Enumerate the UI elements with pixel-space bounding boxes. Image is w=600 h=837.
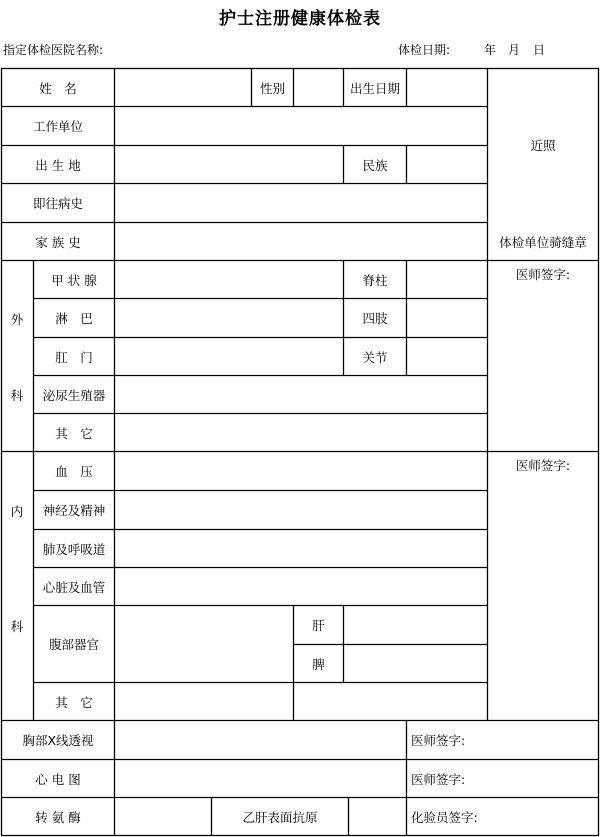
lung-resp-field[interactable] bbox=[115, 530, 487, 567]
blood-pressure-label: 血 压 bbox=[55, 464, 93, 479]
spleen-label: 脾 bbox=[312, 656, 325, 672]
thyroid-field[interactable] bbox=[115, 261, 343, 298]
past-history-label: 即往病史 bbox=[32, 196, 83, 211]
work-unit-label: 工作单位 bbox=[32, 119, 83, 134]
alt-label: 转 氨 酶 bbox=[35, 809, 81, 825]
surgery-doctor-sign-label: 医师签字: bbox=[515, 267, 571, 282]
xray-label: 胸部X线透视 bbox=[22, 733, 94, 748]
spine-field[interactable] bbox=[407, 261, 487, 298]
other-surgery-field[interactable] bbox=[115, 414, 487, 451]
ecg-label: 心 电 图 bbox=[35, 771, 81, 787]
urogenital-field[interactable] bbox=[115, 376, 487, 413]
lymph-label: 淋 巴 bbox=[55, 311, 93, 326]
hbsag-field[interactable] bbox=[349, 798, 406, 835]
spine-label: 脊柱 bbox=[362, 272, 388, 288]
hbsag-label: 乙肝表面抗原 bbox=[242, 809, 318, 825]
birth-date-label: 出生日期 bbox=[349, 80, 400, 96]
other-internal-field-b[interactable] bbox=[294, 683, 487, 720]
name-label: 姓 名 bbox=[39, 80, 77, 96]
day-label: 日 bbox=[533, 43, 546, 57]
lymph-field[interactable] bbox=[115, 299, 343, 337]
surgery-label-char2: 科 bbox=[10, 388, 24, 403]
alt-field[interactable] bbox=[115, 798, 211, 835]
ethnicity-field[interactable] bbox=[407, 146, 487, 183]
name-field[interactable] bbox=[115, 69, 251, 106]
internal-label-char1: 内 bbox=[10, 504, 24, 519]
family-history-label: 家 族 史 bbox=[35, 234, 81, 250]
other-internal-label: 其 它 bbox=[55, 694, 93, 710]
joints-field[interactable] bbox=[407, 338, 487, 375]
internal-label-char2: 科 bbox=[10, 619, 24, 634]
form-title: 护士注册健康体检表 bbox=[219, 9, 381, 29]
xray-doctor-sign-label: 医师签字: bbox=[411, 733, 466, 748]
month-label: 月 bbox=[508, 43, 521, 57]
seal-label: 体检单位骑缝章 bbox=[499, 235, 587, 250]
gender-field[interactable] bbox=[294, 69, 343, 106]
lung-resp-label: 肺及呼吸道 bbox=[42, 541, 106, 557]
year-label: 年 bbox=[484, 43, 497, 57]
exam-date-label: 体检日期: bbox=[398, 43, 451, 57]
other-internal-field-a[interactable] bbox=[115, 683, 293, 720]
hospital-label: 指定体检医院名称: bbox=[3, 43, 104, 57]
blood-pressure-field[interactable] bbox=[115, 452, 487, 490]
urogenital-label: 泌尿生殖器 bbox=[42, 387, 106, 403]
liver-field[interactable] bbox=[344, 606, 487, 644]
internal-doctor-sign-label: 医师签字: bbox=[515, 458, 571, 473]
nerve-mental-label: 神经及精神 bbox=[42, 503, 106, 518]
abdomen-field[interactable] bbox=[115, 606, 293, 682]
ethnicity-label: 民族 bbox=[362, 157, 388, 173]
limbs-label: 四肢 bbox=[362, 311, 388, 326]
internal-doctor-sign-field[interactable] bbox=[488, 476, 598, 720]
spleen-field[interactable] bbox=[344, 645, 487, 682]
surgery-label-char1: 外 bbox=[10, 312, 24, 327]
ecg-field[interactable] bbox=[115, 760, 406, 797]
heart-vessel-label: 心脏及血管 bbox=[42, 579, 106, 595]
liver-label: 肝 bbox=[312, 618, 325, 633]
family-history-field[interactable] bbox=[115, 223, 487, 260]
limbs-field[interactable] bbox=[407, 299, 487, 337]
heart-vessel-field[interactable] bbox=[115, 568, 487, 605]
nerve-mental-field[interactable] bbox=[115, 491, 487, 529]
other-surgery-label: 其 它 bbox=[55, 425, 93, 441]
anus-field[interactable] bbox=[115, 338, 343, 375]
past-history-field[interactable] bbox=[115, 184, 487, 222]
birthplace-field[interactable] bbox=[115, 146, 343, 183]
ecg-doctor-sign-label: 医师签字: bbox=[411, 771, 466, 787]
birthplace-label: 出 生 地 bbox=[35, 157, 81, 173]
photo-label: 近照 bbox=[530, 138, 556, 153]
gender-label: 性别 bbox=[259, 80, 285, 96]
surgery-doctor-sign-field[interactable] bbox=[488, 285, 598, 451]
work-unit-field[interactable] bbox=[115, 107, 487, 145]
lab-sign-label: 化验员签字: bbox=[411, 809, 478, 825]
birth-date-field[interactable] bbox=[407, 69, 487, 106]
joints-label: 关节 bbox=[362, 349, 388, 365]
xray-field[interactable] bbox=[115, 721, 406, 759]
abdomen-label: 腹部器官 bbox=[48, 637, 99, 652]
anus-label: 肛 门 bbox=[55, 349, 93, 365]
thyroid-label: 甲 状 腺 bbox=[51, 272, 97, 288]
